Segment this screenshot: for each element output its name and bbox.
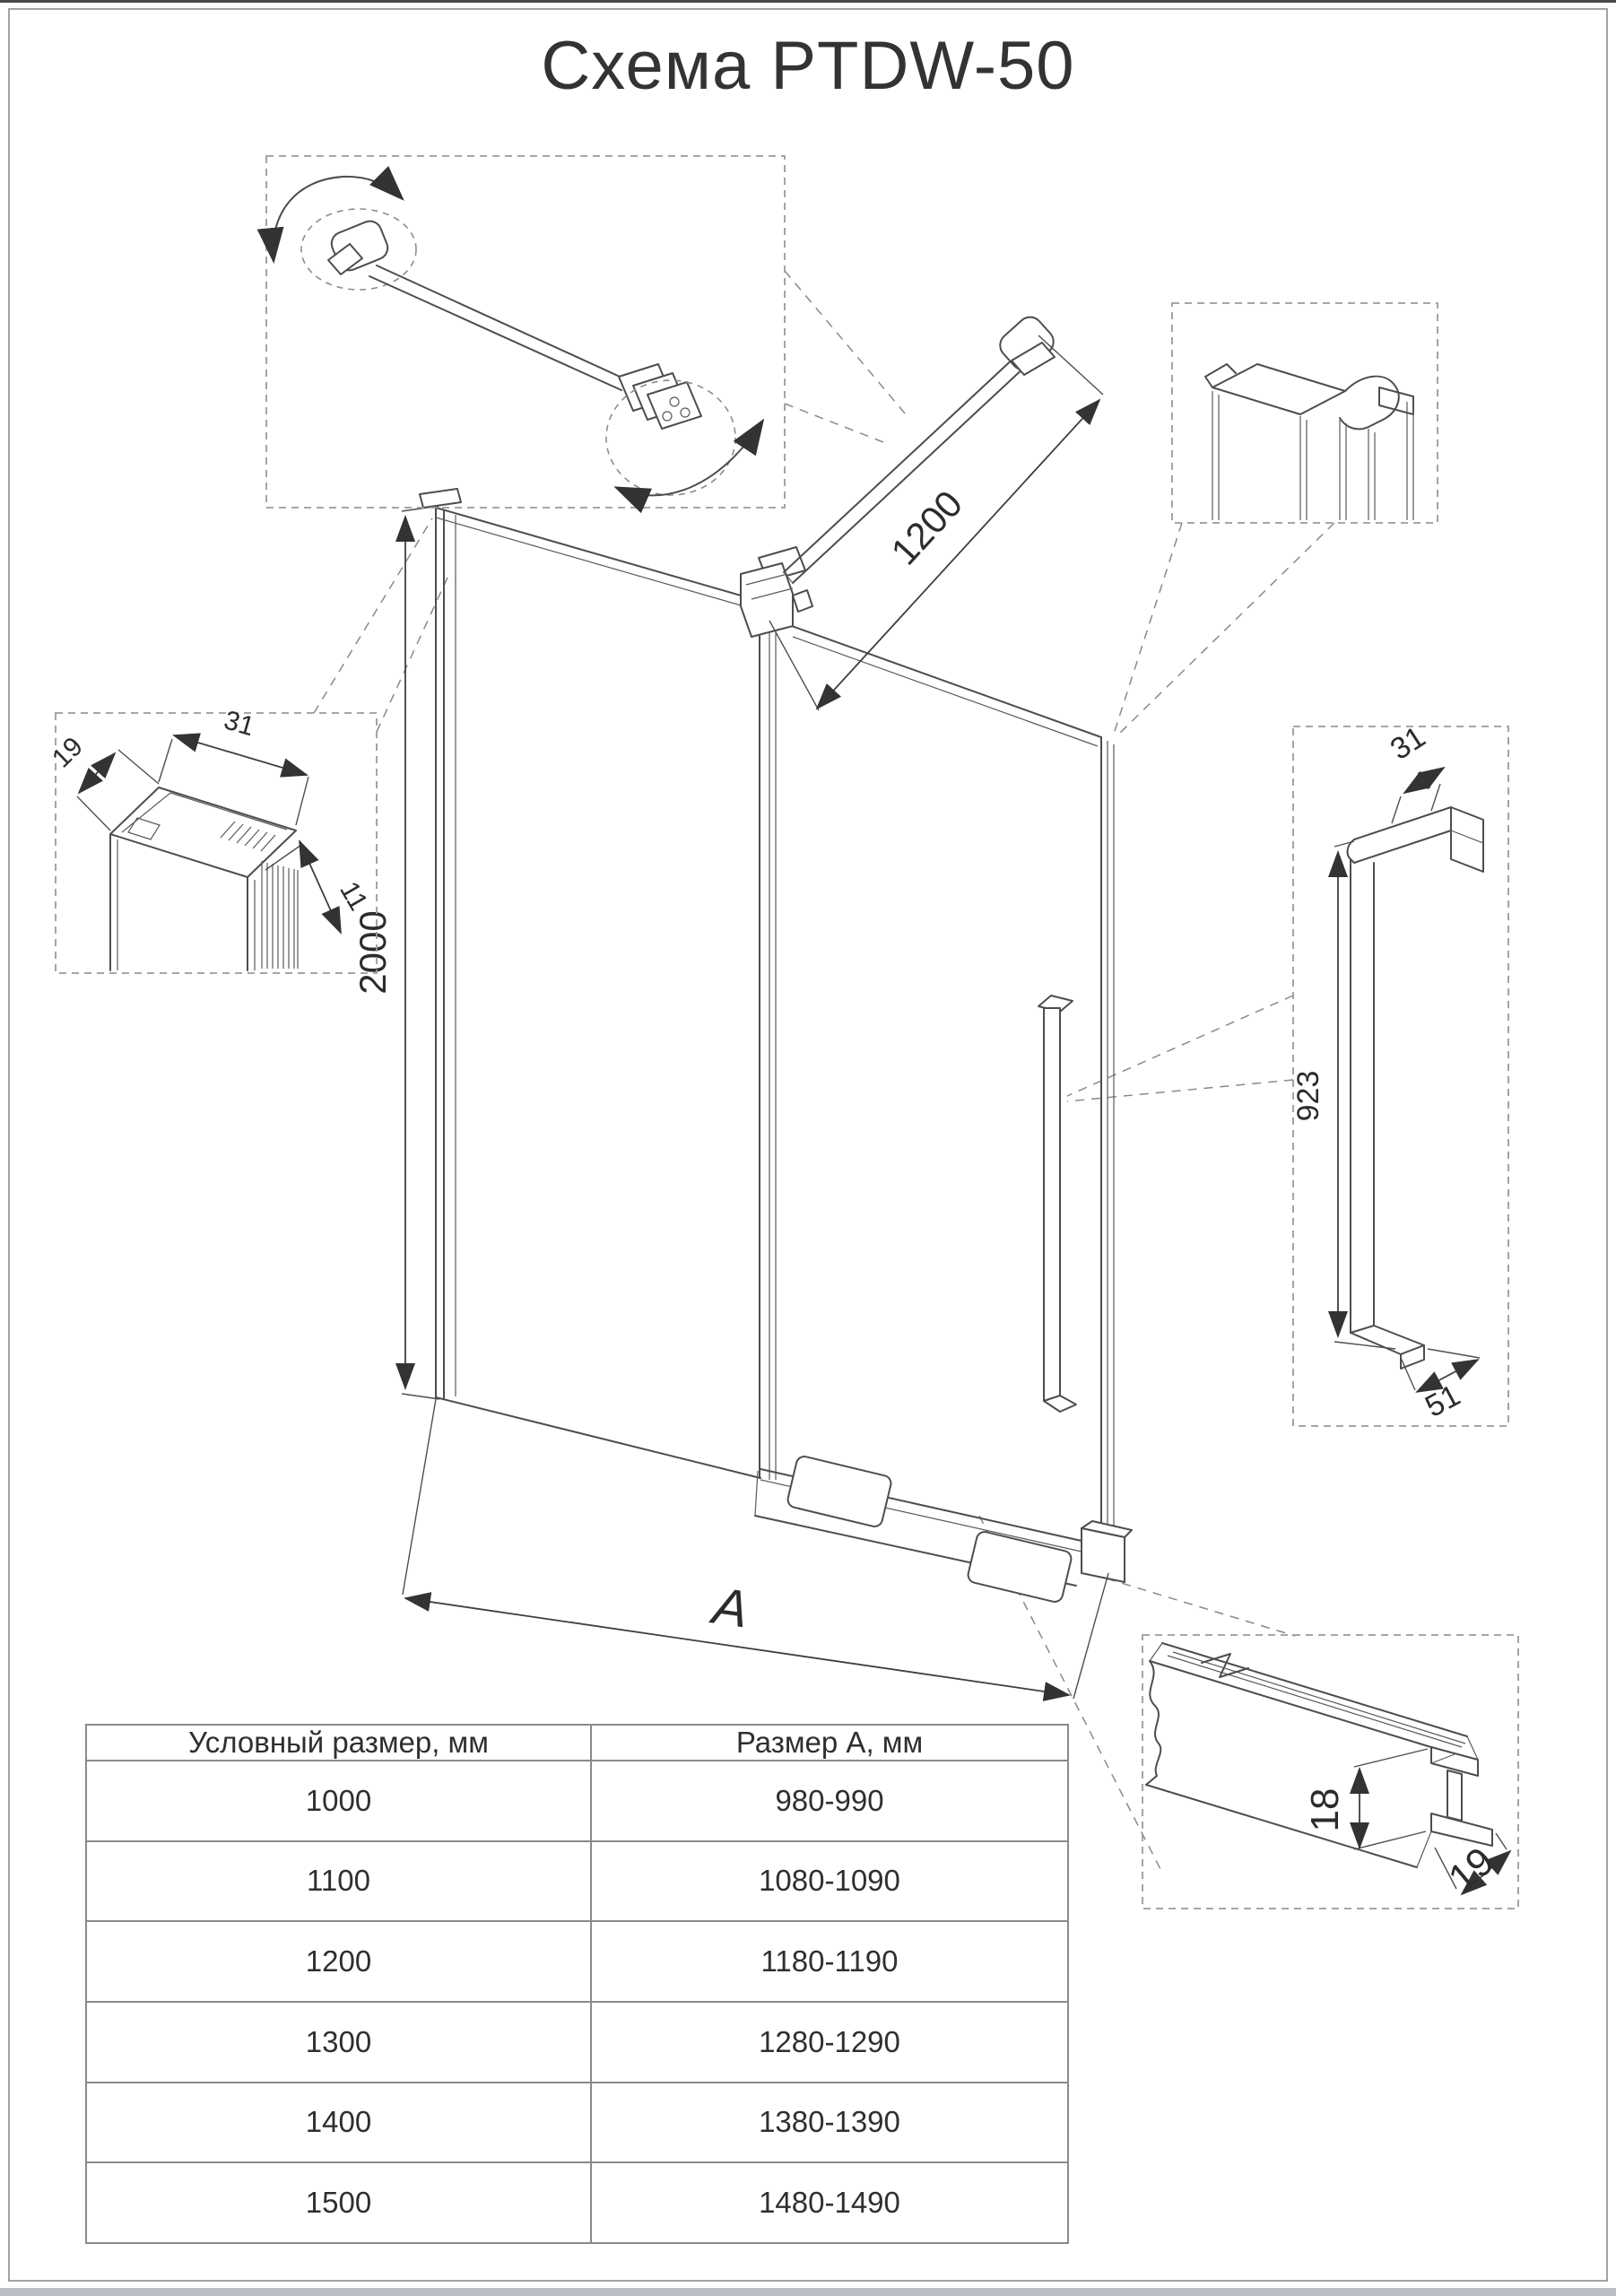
- detail-wall-profile: [47, 705, 377, 973]
- rail-end-cap: [1082, 1528, 1125, 1582]
- size-a-value: 1080-1090: [591, 1841, 1068, 1922]
- handle-drawing: [1348, 807, 1483, 1369]
- size-table-header-row: [86, 1725, 1068, 1761]
- dim-19-rail-label: 19: [1440, 1839, 1503, 1901]
- dim-18-label: 18: [1303, 1787, 1347, 1832]
- wall-profile-cap: [420, 489, 461, 508]
- table-row: [86, 2083, 1068, 2163]
- nominal-size-value: 1200: [86, 1921, 591, 2002]
- dim-wall-profile-width: [159, 705, 308, 825]
- door-handle: [1038, 996, 1076, 1412]
- dim-A-label: A: [709, 1576, 752, 1639]
- table-row: [86, 1921, 1068, 2002]
- table-row: [86, 2002, 1068, 2083]
- rotation-arc-icon: [617, 422, 762, 495]
- detail-swivel-bar: [266, 156, 785, 508]
- dim-door-height: [352, 506, 439, 1399]
- top-glass-clamp: [741, 547, 812, 637]
- shower-door-assembly: [352, 312, 1132, 1699]
- dim-handle-section: [1385, 720, 1444, 823]
- nominal-size-value: 1400: [86, 2083, 591, 2163]
- detail-handle: [1291, 720, 1508, 1426]
- col-header-nominal-size: Условный размер, мм: [86, 1725, 591, 1761]
- col-header-size-a: Размер А, мм: [591, 1725, 1068, 1761]
- detail-seal-profile: [1172, 303, 1438, 523]
- size-a-value: 1180-1190: [591, 1921, 1068, 2002]
- size-table: [85, 1724, 1069, 2244]
- fixed-glass-panel: [420, 489, 760, 1478]
- table-row: [86, 2162, 1068, 2243]
- nominal-size-value: 1000: [86, 1761, 591, 1841]
- nominal-size-value: 1100: [86, 1841, 591, 1922]
- size-a-value: 980-990: [591, 1761, 1068, 1841]
- size-a-value: 1380-1390: [591, 2083, 1068, 2163]
- size-a-value: 1280-1290: [591, 2002, 1068, 2083]
- glass-clamp-detail: [619, 364, 701, 429]
- page-title: Схема PTDW-50: [541, 28, 1075, 104]
- dim-31-label: 31: [221, 705, 258, 743]
- dim-51-label: 51: [1420, 1378, 1466, 1424]
- table-row: [86, 1761, 1068, 1841]
- dim-19-label: 19: [46, 731, 89, 774]
- nominal-size-value: 1300: [86, 2002, 591, 2083]
- table-row: [86, 1841, 1068, 1922]
- size-a-value: 1480-1490: [591, 2162, 1068, 2243]
- seal-profile-extrusion-lines: [1212, 391, 1413, 520]
- dim-support-bar: [769, 335, 1103, 710]
- nominal-size-value: 1500: [86, 2162, 591, 2243]
- leader-lines: [314, 271, 1334, 1869]
- dim-handle-length: [1291, 841, 1395, 1349]
- dim-11-label: 11: [334, 876, 374, 916]
- dim-923-label: 923: [1291, 1070, 1325, 1122]
- detail-bottom-rail: [1142, 1635, 1518, 1909]
- rail-profile-drawing: [1146, 1643, 1492, 1867]
- dim-rail-height: [1303, 1749, 1428, 1849]
- dim-1200-label: 1200: [882, 482, 971, 573]
- dim-2000-label: 2000: [352, 910, 394, 995]
- dim-rail-depth: [1435, 1833, 1510, 1900]
- dim-31-handle-label: 31: [1384, 719, 1432, 768]
- glass-hatching: [221, 822, 298, 969]
